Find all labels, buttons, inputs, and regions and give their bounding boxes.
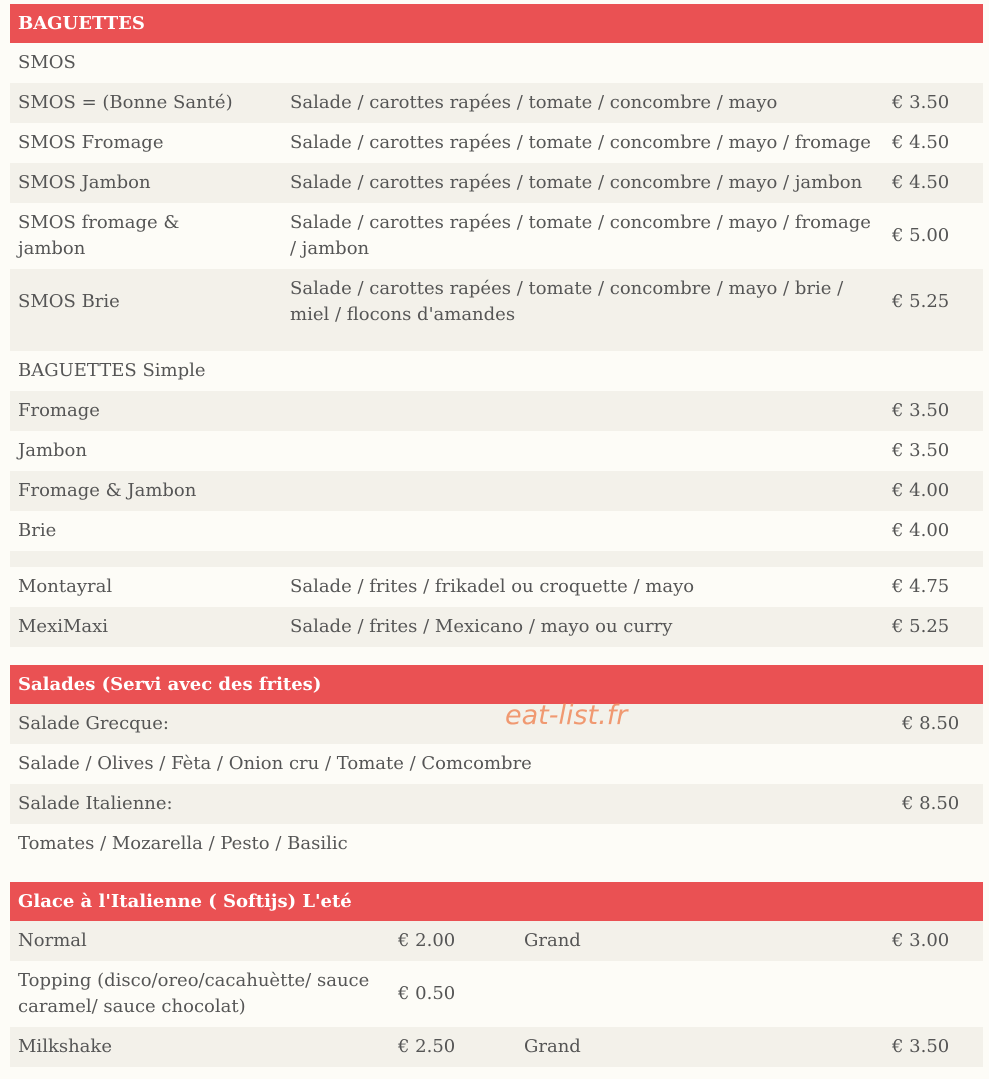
item-name: Jambon [18,440,87,461]
menu-row [10,784,983,824]
group-title-label: BAGUETTES Simple [18,360,206,381]
item-price: € 0.50 [398,983,456,1004]
menu-row [10,511,983,551]
item-name: Salade Grecque: [18,713,169,734]
menu-row [10,824,983,864]
item-description: Salade / frites / Mexicano / mayo ou curry [290,616,673,637]
menu-row [10,961,983,1027]
item-description: Salade / Olives / Fèta / Onion cru / Tomate / Comcombre [18,753,532,774]
menu-row [10,123,983,163]
menu-row [10,704,983,744]
watermark: eat-list.fr [505,700,628,731]
item-price: € 8.50 [902,713,960,734]
item-description: Tomates / Mozarella / Pesto / Basilic [18,833,348,854]
item-price: € 4.00 [892,520,950,541]
section-header-glace: Glace à l'Italienne ( Softijs) L'eté [10,882,983,921]
item-size: Grand [524,1036,581,1057]
item-description: Salade / carottes rapées / tomate / concombre / mayo / jambon [290,172,863,193]
item-description: Salade / carottes rapées / tomate / concombre / mayo / fromage / jambon [290,212,871,259]
menu-row [10,203,983,269]
item-description: Salade / carottes rapées / tomate / concombre / mayo / brie / miel / flocons d'amandes [290,278,844,325]
menu-row [10,391,983,431]
menu-row [10,83,983,123]
item-price: € 3.50 [892,400,950,421]
section-header-baguettes: BAGUETTES [10,4,983,43]
item-description: Salade / frites / frikadel ou croquette / mayo [290,576,695,597]
menu-row [10,471,983,511]
menu-row [10,163,983,203]
item-price: € 2.50 [398,1036,456,1057]
menu-page [10,4,983,1067]
item-description: Salade / carottes rapées / tomate / concombre / mayo / fromage [290,132,871,153]
section-gap [10,647,983,665]
item-price: € 5.00 [892,225,950,246]
item-price: € 4.75 [892,576,950,597]
divider [10,335,983,351]
item-price: € 4.00 [892,480,950,501]
item-name: SMOS Fromage [18,132,164,153]
item-price: € 3.50 [892,92,950,113]
item-price: € 2.00 [398,930,456,951]
item-name: Brie [18,520,57,541]
group-title-label: SMOS [18,52,76,73]
item-price: € 8.50 [902,793,960,814]
item-name: Montayral [18,576,113,597]
menu-row [10,269,983,335]
item-size-price: € 3.00 [892,930,950,951]
menu-row [10,567,983,607]
item-name: SMOS fromage & jambon [18,212,180,259]
item-price: € 3.50 [892,440,950,461]
item-price: € 4.50 [892,132,950,153]
item-name: MexiMaxi [18,616,109,637]
section-header-salades: Salades (Servi avec des frites) [10,665,983,704]
menu-row [10,431,983,471]
group-title-simple [10,351,983,391]
menu-row [10,607,983,647]
section-gap [10,864,983,882]
item-price: € 5.25 [892,291,950,312]
menu-row [10,921,983,961]
item-description: Salade / carottes rapées / tomate / concombre / mayo [290,92,778,113]
menu-row [10,1027,983,1067]
item-price: € 5.25 [892,616,950,637]
item-name: Salade Italienne: [18,793,173,814]
menu-row [10,744,983,784]
group-title-smos [10,43,983,83]
item-name: SMOS Brie [18,291,120,312]
divider [10,551,983,567]
item-name: Fromage [18,400,100,421]
item-name: Normal [18,930,87,951]
item-size-price: € 3.50 [892,1036,950,1057]
item-name: Topping (disco/oreo/cacahuètte/ sauce caramel/ sauce chocolat) [18,970,370,1017]
item-name: Milkshake [18,1036,112,1057]
item-size: Grand [524,930,581,951]
item-name: SMOS Jambon [18,172,151,193]
item-name: SMOS = (Bonne Santé) [18,92,233,113]
item-name: Fromage & Jambon [18,480,197,501]
item-price: € 4.50 [892,172,950,193]
